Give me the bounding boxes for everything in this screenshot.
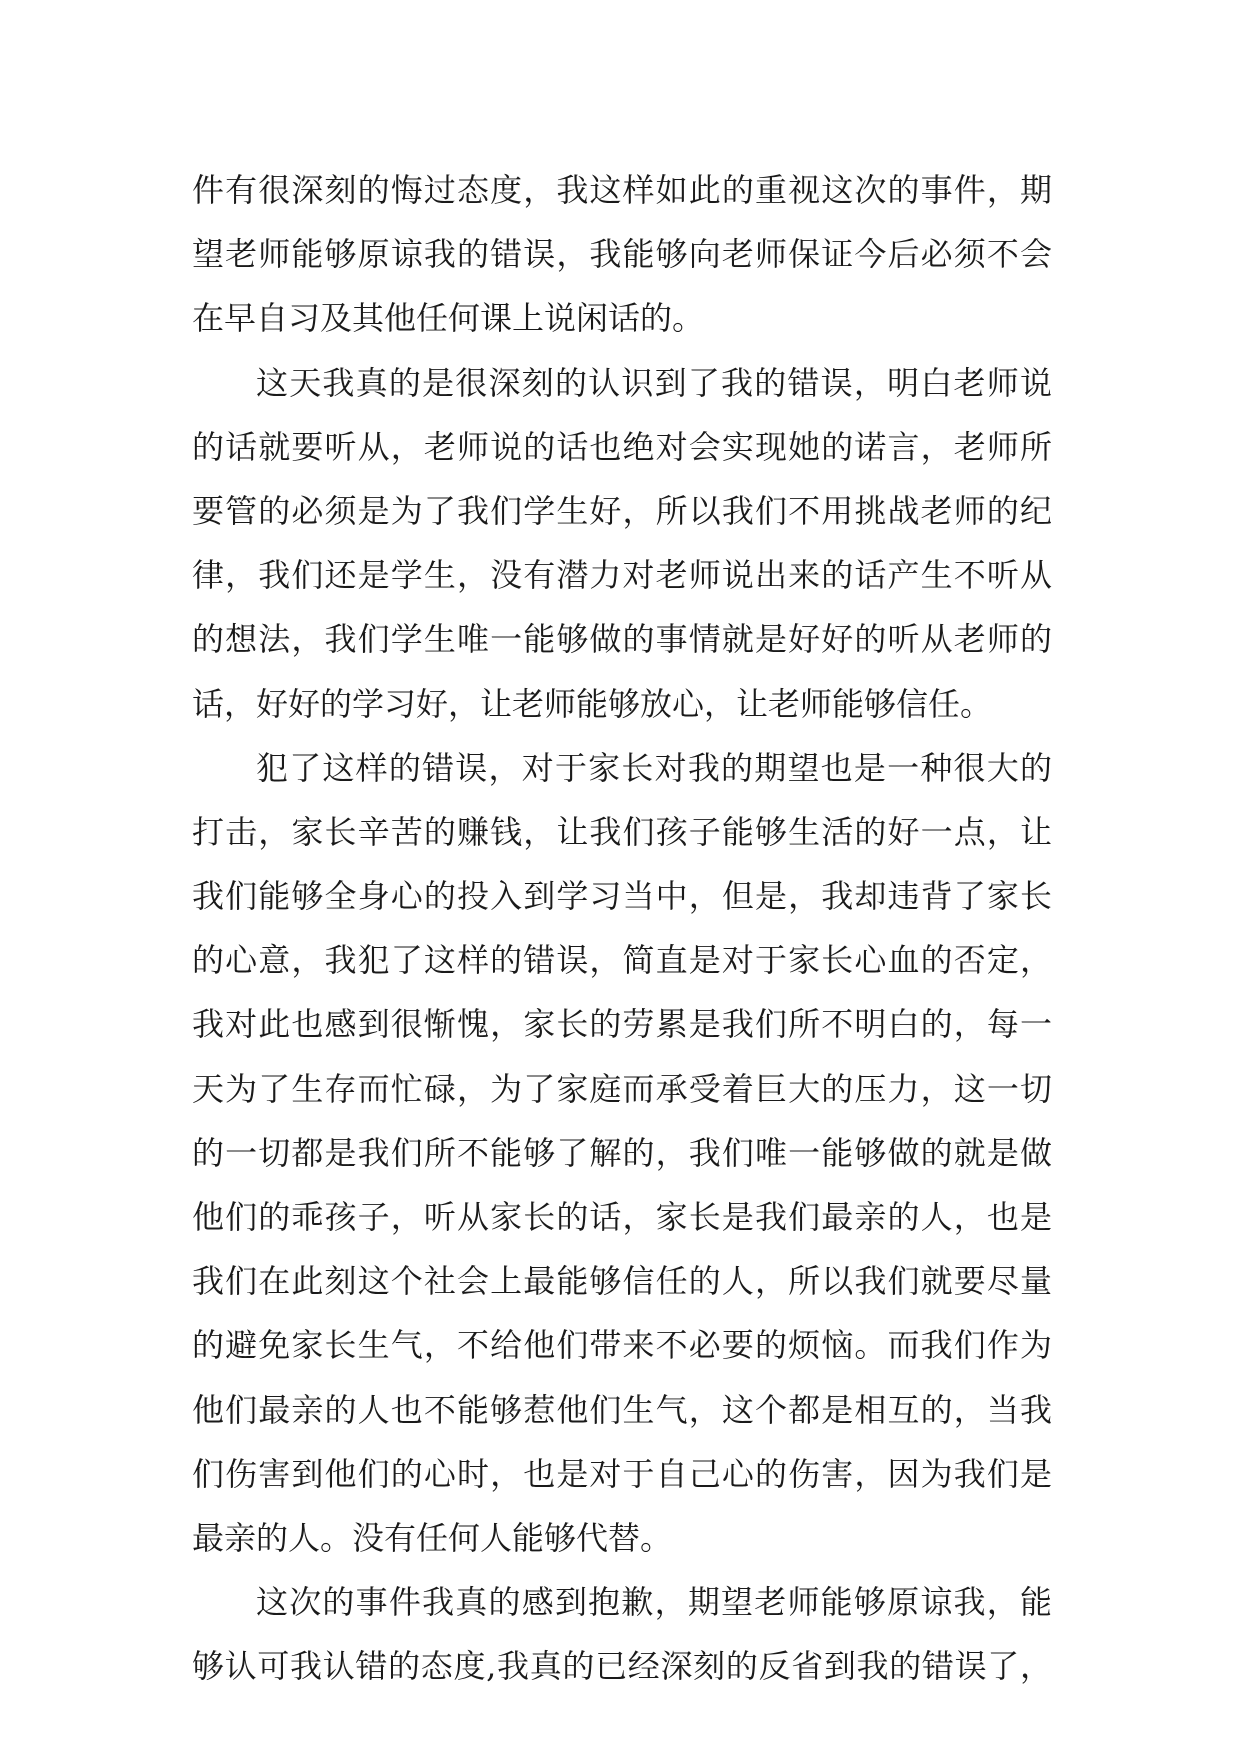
text-line: 够认可我认错的态度,我真的已经深刻的反省到我的错误了，	[192, 1647, 1052, 1686]
text-line: 的一切都是我们所不能够了解的，我们唯一能够做的就是做	[192, 1133, 1052, 1172]
text-line: 的避免家长生气，不给他们带来不必要的烦恼。而我们作为	[192, 1326, 1052, 1365]
text-line: 这天我真的是很深刻的认识到了我的错误，明白老师说	[256, 363, 1052, 402]
text-line: 天为了生存而忙碌，为了家庭而承受着巨大的压力，这一切	[192, 1069, 1052, 1108]
text-line: 要管的必须是为了我们学生好，所以我们不用挑战老师的纪	[192, 491, 1052, 530]
text-line: 们伤害到他们的心时，也是对于自己心的伤害，因为我们是	[192, 1454, 1052, 1493]
text-line: 望老师能够原谅我的错误，我能够向老师保证今后必须不会	[192, 235, 1052, 274]
text-line: 我们在此刻这个社会上最能够信任的人，所以我们就要尽量	[192, 1262, 1052, 1301]
text-line: 话，好好的学习好，让老师能够放心，让老师能够信任。	[192, 684, 993, 723]
text-line: 他们的乖孩子，听从家长的话，家长是我们最亲的人，也是	[192, 1198, 1052, 1236]
text-line: 的心意，我犯了这样的错误，简直是对于家长心血的否定，	[192, 941, 1052, 980]
text-line: 犯了这样的错误，对于家长对我的期望也是一种很大的	[256, 748, 1052, 787]
text-line: 我对此也感到很惭愧，家长的劳累是我们所不明白的，每一	[192, 1005, 1052, 1044]
text-line: 的话就要听从，老师说的话也绝对会实现她的诺言，老师所	[192, 427, 1052, 466]
text-line: 他们最亲的人也不能够惹他们生气，这个都是相互的，当我	[192, 1390, 1052, 1429]
text-line: 的想法，我们学生唯一能够做的事情就是好好的听从老师的	[192, 620, 1052, 659]
text-line: 最亲的人。没有任何人能够代替。	[192, 1518, 673, 1557]
text-line: 在早自习及其他任何课上说闲话的。	[192, 299, 705, 338]
text-line: 打击，家长辛苦的赚钱，让我们孩子能够生活的好一点，让	[192, 812, 1052, 851]
text-line: 这次的事件我真的感到抱歉，期望老师能够原谅我，能	[256, 1583, 1052, 1622]
text-line: 件有很深刻的悔过态度，我这样如此的重视这次的事件，期	[192, 171, 1052, 209]
text-line: 律，我们还是学生，没有潜力对老师说出来的话产生不听从	[192, 556, 1052, 595]
document-body	[192, 158, 1052, 1699]
text-line: 我们能够全身心的投入到学习当中，但是，我却违背了家长	[192, 877, 1052, 916]
